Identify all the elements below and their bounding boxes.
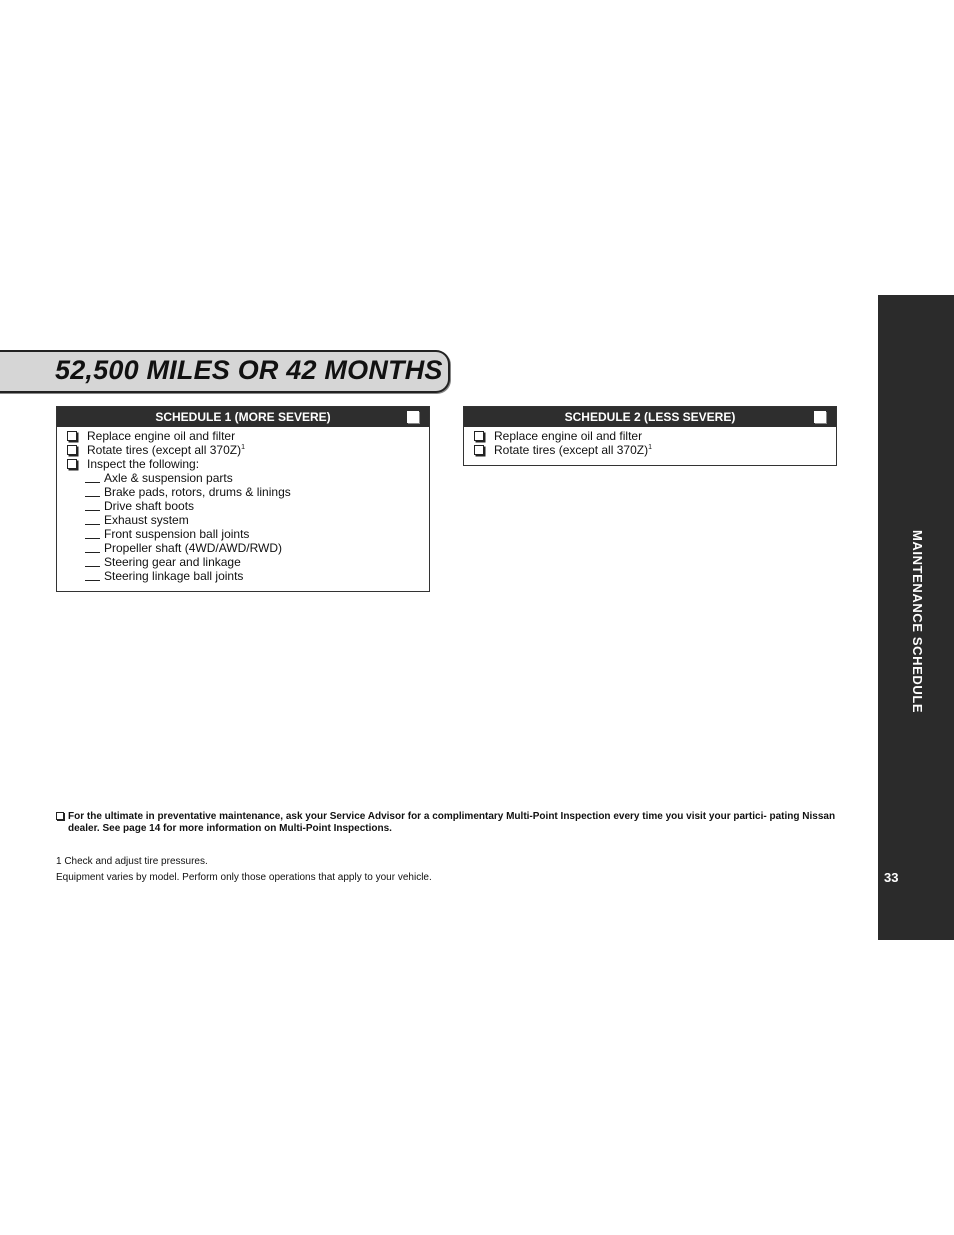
item-label: Replace engine oil and filter [87, 429, 236, 443]
item-label: Rotate tires (except all 370Z) [494, 443, 649, 457]
section-side-tab [878, 295, 954, 940]
schedule-1-completed-checkbox[interactable] [407, 411, 419, 423]
checklist-item [57, 429, 429, 443]
inspection-label: Front suspension ball joints [104, 527, 250, 541]
checklist-item [464, 429, 836, 443]
checkbox[interactable] [67, 445, 77, 455]
schedule-1-items [57, 427, 429, 583]
schedule-2-title: SCHEDULE 2 (LESS SEVERE) [564, 410, 736, 424]
schedule-2-header [464, 407, 836, 427]
schedule-2-box [463, 406, 837, 466]
inspection-label: Propeller shaft (4WD/AWD/RWD) [104, 541, 283, 555]
inspection-label: Drive shaft boots [104, 499, 195, 513]
footnote-marker: 1 [648, 444, 652, 451]
item-label: Replace engine oil and filter [494, 429, 643, 443]
inspection-item [57, 513, 429, 527]
check-blank[interactable] [85, 496, 100, 497]
mpi-note-text: For the ultimate in preventative maintenance, ask your Service Advisor for a complimentary Multi-Point Inspection every time you visit your partici- pating Nissan dealer. See page 14 for more information on Multi-Point Inspections. [68, 811, 836, 834]
check-blank[interactable] [85, 566, 100, 567]
inspection-label: Steering gear and linkage [104, 555, 241, 569]
inspection-item [57, 527, 429, 541]
inspection-label: Exhaust system [104, 513, 189, 527]
inspection-item [57, 569, 429, 583]
checkbox[interactable] [474, 445, 484, 455]
checkbox-icon [56, 812, 64, 820]
footnote-marker: 1 [241, 444, 245, 451]
check-blank[interactable] [85, 510, 100, 511]
inspection-item [57, 471, 429, 485]
item-label: Rotate tires (except all 370Z) [87, 443, 242, 457]
multi-point-inspection-note [56, 811, 846, 834]
schedule-1-box [56, 406, 430, 592]
title-banner [0, 350, 450, 393]
checklist-item [464, 443, 836, 457]
inspection-label: Steering linkage ball joints [104, 569, 244, 583]
schedule-1-title: SCHEDULE 1 (MORE SEVERE) [155, 410, 331, 424]
inspection-item [57, 485, 429, 499]
check-blank[interactable] [85, 552, 100, 553]
inspection-label: Brake pads, rotors, drums & linings [104, 485, 291, 499]
check-blank[interactable] [85, 482, 100, 483]
inspection-label: Axle & suspension parts [104, 471, 233, 485]
footnote: 1 Check and adjust tire pressures. [56, 856, 208, 867]
page-number: 33 [884, 870, 899, 885]
section-label: MAINTENANCE SCHEDULE [910, 530, 925, 714]
schedule-1-header [57, 407, 429, 427]
item-label: Inspect the following: [87, 457, 200, 471]
page-title: 52,500 MILES OR 42 MONTHS [55, 355, 443, 385]
schedule-2-items [464, 427, 836, 457]
check-blank[interactable] [85, 580, 100, 581]
checkbox[interactable] [67, 431, 77, 441]
schedule-2-completed-checkbox[interactable] [814, 411, 826, 423]
checklist-item [57, 443, 429, 457]
inspection-item [57, 555, 429, 569]
checkbox[interactable] [67, 459, 77, 469]
checklist-item [57, 457, 429, 471]
checkbox[interactable] [474, 431, 484, 441]
inspection-item [57, 541, 429, 555]
check-blank[interactable] [85, 538, 100, 539]
check-blank[interactable] [85, 524, 100, 525]
inspection-item [57, 499, 429, 513]
equipment-note: Equipment varies by model. Perform only those operations that apply to your vehicle. [56, 872, 432, 883]
